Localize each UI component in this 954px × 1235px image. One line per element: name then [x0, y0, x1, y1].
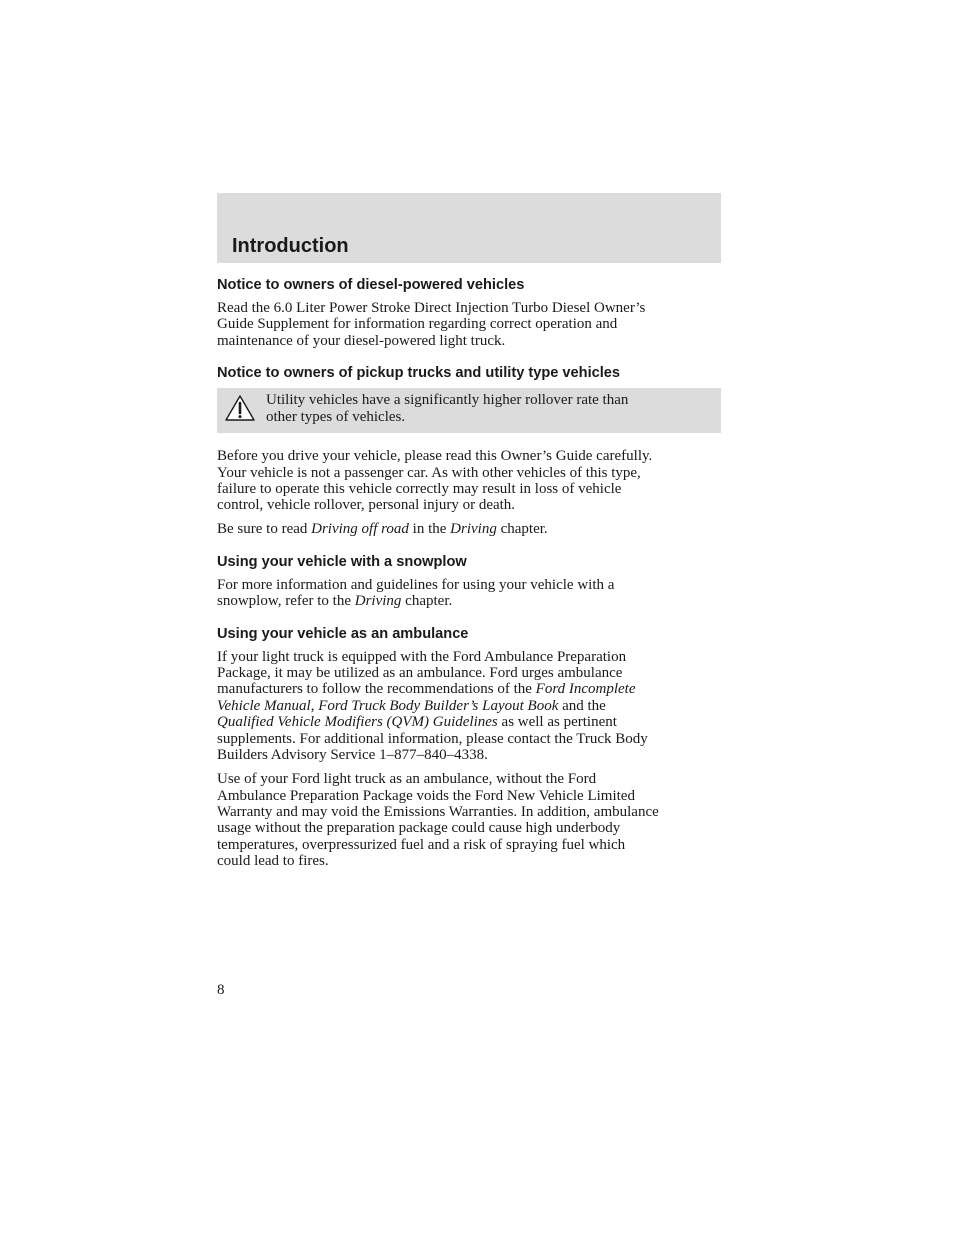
- heading-ambulance: Using your vehicle as an ambulance: [217, 625, 469, 642]
- document-reference: Qualified Vehicle Modifiers (QVM) Guidelines: [217, 714, 498, 731]
- text-line: Read the 6.0 Liter Power Stroke Direct Injection Turbo Diesel Owner’s: [217, 300, 646, 316]
- text-line: [217, 681, 721, 697]
- text-line: If your light truck is equipped with the Ford Ambulance Preparation: [217, 648, 627, 665]
- text-line: [217, 714, 721, 730]
- paragraph-diesel-notice: [217, 300, 721, 349]
- text-run: Be sure to read: [217, 521, 312, 538]
- section-title: Introduction: [232, 235, 349, 257]
- document-reference: Ford Incomplete: [535, 681, 636, 698]
- page-number: 8: [217, 982, 225, 998]
- chapter-reference: Driving: [354, 593, 402, 610]
- chapter-reference: Driving off road: [311, 521, 409, 538]
- text-line: Before you drive your vehicle, please read this Owner’s Guide carefully.: [217, 448, 653, 465]
- paragraph-ambulance-package: [217, 649, 721, 764]
- text-run: manufacturers to follow the recommendations of the: [217, 681, 536, 698]
- text-run: chapter.: [401, 593, 453, 610]
- paragraph-read-driving-off-road: [217, 521, 721, 537]
- warning-text: [266, 392, 628, 425]
- text-line: usage without the preparation package could cause high underbody: [217, 820, 621, 837]
- text-line: maintenance of your diesel-powered light truck.: [217, 332, 506, 349]
- warning-box: [217, 388, 721, 433]
- heading-pickup-notice: Notice to owners of pickup trucks and utility type vehicles: [217, 365, 621, 382]
- text-line: Package, it may be utilized as an ambulance. Ford urges ambulance: [217, 665, 623, 682]
- document-reference: Ford Truck Body Builder’s Layout Book: [318, 697, 559, 714]
- text-run: as well as pertinent: [497, 714, 617, 731]
- text-line: temperatures, overpressurized fuel and a risk of spraying fuel which: [217, 836, 626, 853]
- heading-snowplow: Using your vehicle with a snowplow: [217, 553, 467, 570]
- paragraph-before-driving: [217, 448, 721, 514]
- page-content: [217, 276, 721, 877]
- heading-diesel-notice: Notice to owners of diesel-powered vehicles: [217, 277, 525, 293]
- text-run: snowplow, refer to the: [217, 593, 355, 610]
- section-header-band: [217, 193, 721, 263]
- text-line: other types of vehicles.: [266, 408, 406, 425]
- paragraph-snowplow: [217, 577, 721, 610]
- text-line: Use of your Ford light truck as an ambulance, without the Ford: [217, 771, 597, 788]
- warning-triangle-icon: [224, 394, 256, 422]
- text-line: Warranty and may void the Emissions Warranties. In addition, ambulance: [217, 803, 659, 820]
- text-line: failure to operate this vehicle correctly may result in loss of vehicle: [217, 481, 622, 498]
- document-reference: Vehicle Manual: [217, 697, 311, 714]
- text-line: Builders Advisory Service 1–877–840–4338.: [217, 747, 488, 764]
- text-run: and the: [558, 697, 606, 714]
- text-line: control, vehicle rollover, personal injury or death.: [217, 497, 516, 514]
- text-run: ,: [310, 697, 319, 714]
- text-line: For more information and guidelines for using your vehicle with a: [217, 576, 615, 593]
- text-line: Your vehicle is not a passenger car. As with other vehicles of this type,: [217, 464, 641, 481]
- chapter-reference: Driving: [450, 521, 497, 538]
- text-line: Utility vehicles have a significantly higher rollover rate than: [266, 392, 629, 409]
- text-run: chapter.: [496, 521, 548, 538]
- text-line: Ambulance Preparation Package voids the Ford New Vehicle Limited: [217, 787, 635, 804]
- text-line: [217, 698, 721, 714]
- text-line: Guide Supplement for information regarding correct operation and: [217, 316, 618, 333]
- text-line: supplements. For additional information, please contact the Truck Body: [217, 730, 648, 747]
- paragraph-ambulance-warranty: [217, 771, 721, 869]
- text-line: could lead to fires.: [217, 853, 329, 870]
- text-run: in the: [408, 521, 451, 538]
- text-line: [217, 593, 721, 609]
